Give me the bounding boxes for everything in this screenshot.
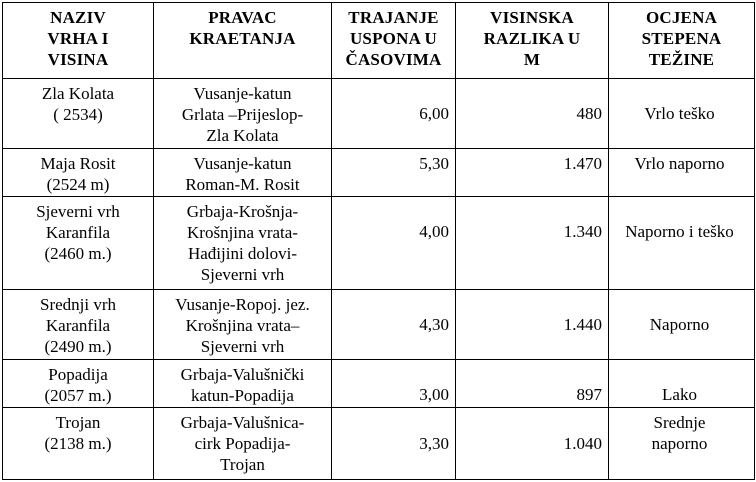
route-line: Hađijini dolovi- xyxy=(187,244,298,264)
header-duration xyxy=(332,3,456,79)
table-row xyxy=(3,359,755,407)
peak-name-cell xyxy=(3,407,154,479)
peak-name-cell xyxy=(3,289,154,359)
route-line: Roman-M. Rosit xyxy=(185,175,300,195)
elevation-cell: 1.340 xyxy=(456,197,609,289)
duration-cell: 6,00 xyxy=(332,79,456,149)
grade-line: naporno xyxy=(651,433,708,453)
header-row xyxy=(3,3,755,79)
grade-line: Srednje xyxy=(653,412,706,432)
table-row xyxy=(3,197,755,289)
header-grade-line: STEPENA xyxy=(641,29,722,48)
header-elevation-line: VISINSKA xyxy=(490,8,574,27)
elevation-cell: 1.440 xyxy=(456,289,609,359)
peak-height: (2490 m.) xyxy=(44,336,112,356)
route-line: Sjeverni vrh xyxy=(200,336,285,356)
grade-cell xyxy=(609,197,755,289)
peak-height: (2057 m.) xyxy=(44,385,112,405)
grade-cell xyxy=(609,289,755,359)
peak-name: Sjeverni vrh xyxy=(36,202,120,222)
peak-name-cell xyxy=(3,149,154,197)
grade-line: Lako xyxy=(662,384,697,404)
header-duration-line: USPONA U xyxy=(349,29,438,48)
peak-name: Popadija xyxy=(48,364,108,384)
header-route-line: KRAETANJA xyxy=(189,29,296,48)
route-line: Vusanje-katun xyxy=(193,154,292,174)
peak-height: (2524 m) xyxy=(46,175,110,195)
route-cell xyxy=(154,197,332,289)
table-row xyxy=(3,407,755,479)
header-elevation xyxy=(456,3,609,79)
route-cell xyxy=(154,149,332,197)
peaks-table xyxy=(2,2,755,480)
duration-cell: 4,00 xyxy=(332,197,456,289)
duration-cell: 3,00 xyxy=(332,359,456,407)
header-grade-line: OCJENA xyxy=(645,8,718,27)
header-peak-name xyxy=(3,3,154,79)
duration-cell: 4,30 xyxy=(332,289,456,359)
route-line: Grbaja-Valušnica- xyxy=(180,412,305,432)
peak-name-cell xyxy=(3,197,154,289)
elevation-cell: 1.470 xyxy=(456,149,609,197)
peak-name: Srednji vrh xyxy=(39,294,117,314)
grade-cell xyxy=(609,407,755,479)
peak-name: Karanfila xyxy=(45,315,111,335)
table-row xyxy=(3,149,755,197)
header-grade xyxy=(609,3,755,79)
peak-name: Maja Rosit xyxy=(40,154,116,174)
header-route xyxy=(154,3,332,79)
route-line: Grbaja-Valušnički xyxy=(180,364,305,384)
route-line: cirk Popadija- xyxy=(194,433,291,453)
elevation-cell: 897 xyxy=(456,359,609,407)
route-line: Sjeverni vrh xyxy=(200,265,285,285)
route-line: Grbaja-Krošnja- xyxy=(186,202,299,222)
grade-cell xyxy=(609,79,755,149)
header-peak-name-line: NAZIV xyxy=(50,8,106,27)
header-grade-line: TEŽINE xyxy=(648,50,715,69)
route-line: Grlata –Prijeslop- xyxy=(181,105,304,124)
header-elevation-line: RAZLIKA U xyxy=(483,29,581,48)
peak-name-cell xyxy=(3,79,154,149)
route-line: Vusanje-katun xyxy=(193,84,292,103)
route-cell xyxy=(154,407,332,479)
peak-name: Karanfila xyxy=(45,223,111,243)
route-line: Trojan xyxy=(220,454,265,474)
grade-line: Naporno xyxy=(649,314,710,334)
header-peak-name-line: VRHA I xyxy=(47,29,109,48)
elevation-cell: 480 xyxy=(456,79,609,149)
route-line: Zla Kolata xyxy=(206,126,279,145)
grade-cell xyxy=(609,359,755,407)
peak-height: (2138 m.) xyxy=(44,433,112,453)
header-duration-line: ČASOVIMA xyxy=(345,50,442,69)
table-row xyxy=(3,79,755,149)
route-cell xyxy=(154,289,332,359)
route-cell xyxy=(154,79,332,149)
header-route-line: PRAVAC xyxy=(208,8,277,27)
header-peak-name-line: VISINA xyxy=(47,50,109,69)
elevation-cell: 1.040 xyxy=(456,407,609,479)
duration-cell: 3,30 xyxy=(332,407,456,479)
grade-line: Vrlo teško xyxy=(644,104,715,124)
route-line: Krošnjina vrata– xyxy=(185,315,300,335)
peak-name-cell xyxy=(3,359,154,407)
table-row xyxy=(3,289,755,359)
duration-cell: 5,30 xyxy=(332,149,456,197)
route-line: katun-Popadija xyxy=(191,385,294,405)
header-elevation-line: M xyxy=(523,50,541,69)
route-line: Krošnjina vrata- xyxy=(187,223,298,243)
route-cell xyxy=(154,359,332,407)
grade-line: Vrlo naporno xyxy=(634,154,725,174)
route-line: Vusanje-Ropoj. jez. xyxy=(175,294,310,314)
peak-name: Trojan xyxy=(55,412,101,432)
peak-name: Zla Kolata xyxy=(41,84,115,103)
peak-height: (2460 m.) xyxy=(44,244,112,264)
grade-cell xyxy=(609,149,755,197)
peak-height: ( 2534) xyxy=(53,105,103,124)
grade-line: Naporno i teško xyxy=(625,222,734,242)
header-duration-line: TRAJANJE xyxy=(348,8,439,27)
